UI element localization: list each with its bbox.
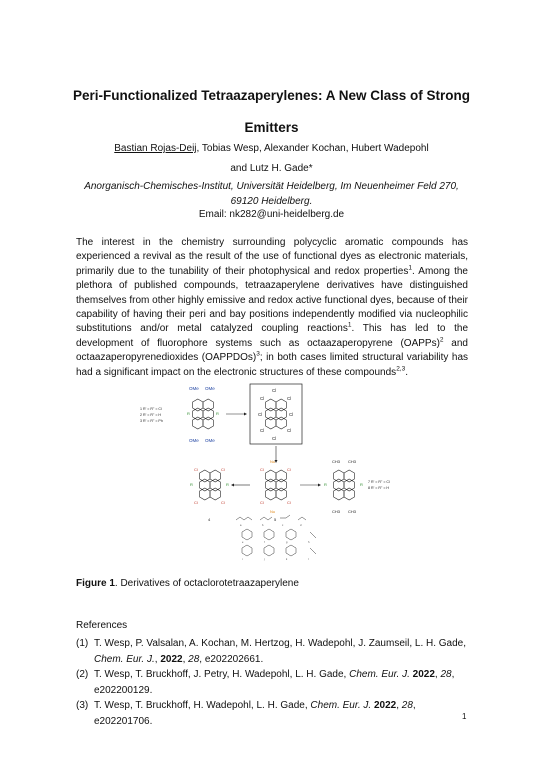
svg-text:Cl: Cl	[260, 467, 264, 472]
svg-text:Cl: Cl	[194, 500, 198, 505]
reference-item: (1) T. Wesp, P. Valsalan, A. Kochan, M. Hertzog, H. Wadepohl, J. Zaumseil, L. H. Gade, Chem. Eur. J., 2022, 28, e202202661.	[76, 638, 467, 665]
citation-1b: 1	[347, 322, 352, 330]
svg-text:Cl: Cl	[287, 396, 292, 401]
svg-text:Cl: Cl	[272, 436, 277, 441]
svg-text:a: a	[240, 524, 242, 527]
svg-text:f: f	[264, 541, 265, 544]
compound-dimethoxy	[187, 386, 219, 443]
svg-text:R: R	[226, 482, 229, 487]
presenting-author: Bastian Rojas-Deij	[114, 143, 197, 154]
svg-text:l: l	[308, 558, 309, 561]
svg-text:OMe: OMe	[205, 386, 215, 391]
svg-text:7 R' = R'' = Cl: 7 R' = R'' = Cl	[368, 480, 390, 484]
affiliation: Anorganisch-Chemisches-Institut, Universität Heidelberg, Im Neuenheimer Feld 270, 69120 Heidelberg.	[84, 181, 459, 207]
svg-text:8 R' = R'' = H: 8 R' = R'' = H	[368, 486, 390, 490]
svg-text:e: e	[242, 541, 244, 544]
co-authors: , Tobias Wesp, Alexander Kochan, Hubert Wadepohl	[196, 143, 429, 154]
svg-text:j: j	[264, 558, 265, 561]
svg-text:h: h	[308, 541, 310, 544]
svg-text:Cl: Cl	[260, 428, 265, 433]
svg-text:Cl: Cl	[287, 467, 291, 472]
svg-text:1 R' = R'' = Cl: 1 R' = R'' = Cl	[140, 407, 162, 411]
title-line-2: Emitters	[244, 120, 299, 135]
reference-item: (3) T. Wesp, T. Bruckhoff, H. Wadepohl, L. H. Gade, Chem. Eur. J. 2022, 28, e202201706.	[76, 700, 416, 727]
title-line-1: Peri-Functionalized Tetraazaperylenes: A New Class of Strong	[72, 88, 471, 103]
svg-text:b: b	[262, 524, 264, 527]
references-heading: References	[76, 620, 128, 631]
svg-text:CH3: CH3	[348, 509, 357, 514]
svg-text:c: c	[282, 524, 284, 527]
svg-text:k: k	[286, 558, 288, 561]
svg-text:2 R' = R'' = H: 2 R' = R'' = H	[140, 413, 162, 417]
svg-text:Cl: Cl	[194, 467, 198, 472]
svg-text:Cl: Cl	[287, 500, 291, 505]
svg-text:CH3: CH3	[332, 509, 341, 514]
citation-1: 1	[408, 264, 412, 272]
abstract-paragraph: The interest in the chemistry surrounding polycyclic aromatic compounds has experienced a revival as the result of the use of functional dyes as electronic materials, primarily due to the tunability of their photophysical and redox properties$^1$. Among the plethora of published compounds, tetraazaperylene derivatives have distinguished themselves from other highly emissive and redox active functional dyes, because of their capability of having their peri and bay positions independently modified via nucleophilic substitutions and/or metal catalyzed coupling reactions$^1$. This has led to the development of fluorophore systems such as octaazaperopyrene (OAPPs)$^2$ and octaazaperopyrenedioxides (OAPPDOs)$^3$; in both cases limited structural variability has had a significant impact on the electronic structures of these compounds$^{2,3}$.	[76, 237, 469, 378]
citation-2: 2	[439, 336, 444, 344]
references-list	[76, 636, 476, 729]
svg-text:Cl: Cl	[260, 396, 265, 401]
svg-text:4: 4	[208, 517, 211, 522]
svg-text:R: R	[187, 411, 190, 416]
svg-text:CH3: CH3	[348, 459, 357, 464]
svg-text:Cl: Cl	[260, 500, 264, 505]
svg-text:Cl: Cl	[287, 428, 292, 433]
svg-text:Cl: Cl	[272, 388, 277, 393]
svg-text:Nu: Nu	[270, 509, 276, 514]
svg-text:OMe: OMe	[205, 438, 215, 443]
svg-text:g: g	[286, 541, 288, 544]
svg-text:CH3: CH3	[332, 459, 341, 464]
svg-text:OMe: OMe	[189, 386, 199, 391]
svg-text:Cl: Cl	[221, 467, 225, 472]
svg-text:Cl: Cl	[289, 412, 294, 417]
svg-text:R: R	[360, 482, 363, 487]
figure-label: Figure 1	[76, 578, 115, 589]
svg-text:Cl: Cl	[258, 412, 263, 417]
page-number: 1	[462, 712, 467, 721]
svg-text:Nu: Nu	[270, 459, 276, 464]
svg-text:OMe: OMe	[189, 438, 199, 443]
svg-text:Cl: Cl	[221, 500, 225, 505]
contact-email: Email: nk282@uni-heidelberg.de	[198, 209, 345, 220]
svg-text:5: 5	[274, 517, 277, 522]
svg-text:i: i	[242, 558, 243, 561]
citation-3: 3	[256, 350, 260, 358]
svg-text:d: d	[300, 524, 302, 527]
svg-text:R: R	[324, 482, 327, 487]
reference-item: (2) T. Wesp, T. Bruckhoff, J. Petry, H. Wadepohl, L. H. Gade, Chem. Eur. J. 2022, 28, e202200129.	[76, 669, 455, 696]
author-list	[60, 139, 483, 179]
reaction-scheme	[140, 382, 402, 568]
svg-text:R: R	[216, 411, 219, 416]
figure-caption: Figure 1. Derivatives of octaclorotetraazaperylene	[76, 578, 299, 589]
reaction-scheme-figure	[140, 382, 402, 568]
corresponding-author: and Lutz H. Gade*	[230, 163, 313, 174]
citation-2-3: 2,3	[396, 365, 406, 373]
svg-text:R: R	[190, 482, 193, 487]
svg-text:3 R' = R'' = Ph: 3 R' = R'' = Ph	[140, 419, 163, 423]
paper-title	[60, 80, 483, 144]
